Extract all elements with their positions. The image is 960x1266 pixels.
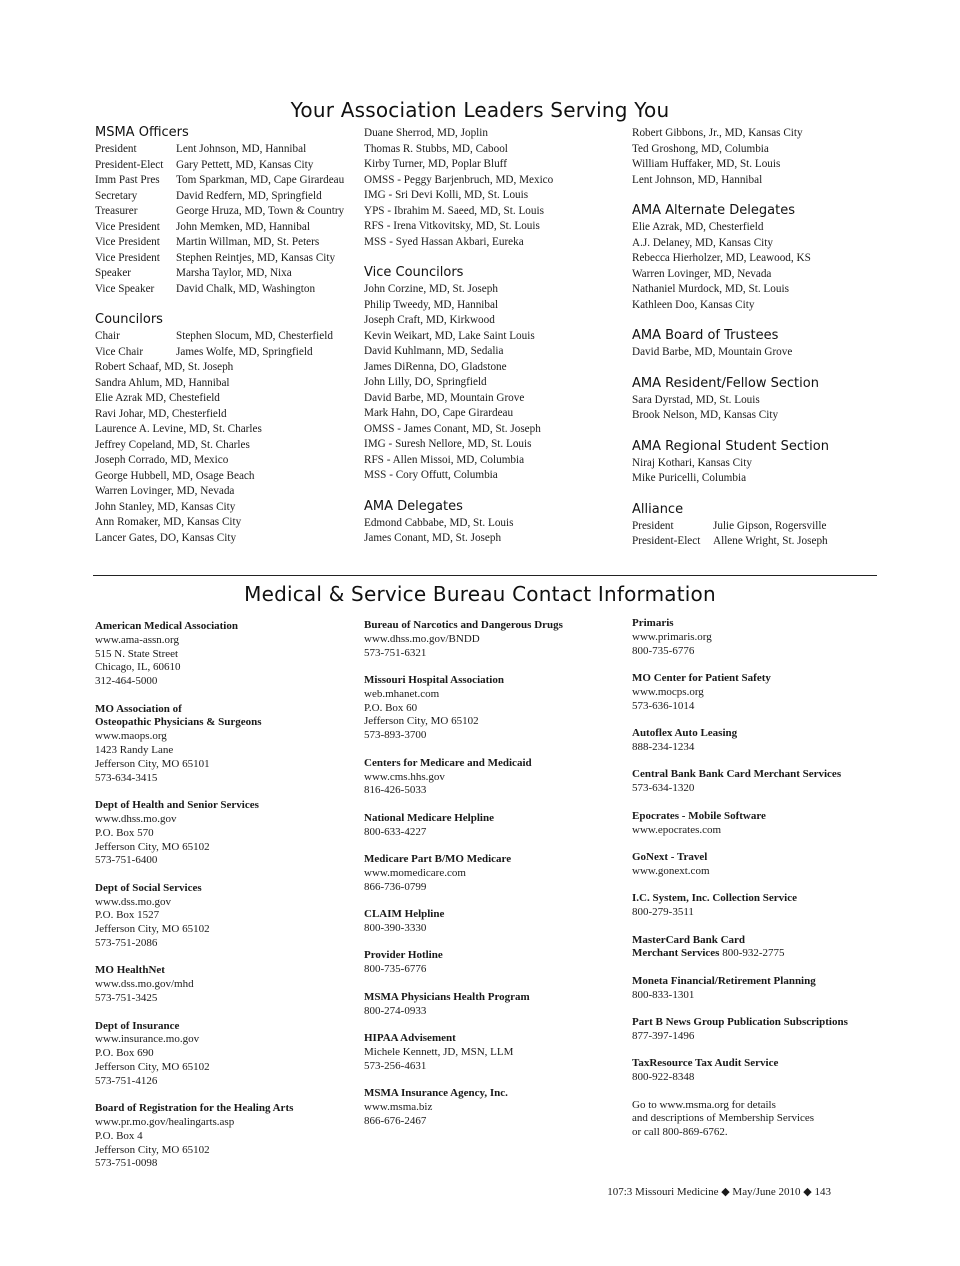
contact-entry [364,757,626,798]
councilor-name: Elie Azrak MD, Chestefield [95,392,220,404]
leaders-column-1 [95,125,355,546]
note-line: and descriptions of Membership Services [632,1112,815,1125]
councilor-name: IMG - Sri Devi Kolli, MD, St. Louis [364,189,529,201]
contact-line: 573-636-1014 [632,699,695,712]
councilor-name: Lancer Gates, DO, Kansas City [95,531,237,544]
contact-name: MO Center for Patient Safety [632,672,771,685]
contact-entry [632,934,882,962]
officer-row [95,189,355,205]
contact-line: 573-751-6400 [95,854,158,867]
officer-row [95,158,355,174]
contact-line: P.O. Box 60 [364,701,418,714]
councilor-name: John Stanley, MD, Kansas City [95,500,236,513]
person: James Wolfe, MD, Springfield [176,345,313,358]
contact-line: www.dhss.mo.gov/BNDD [364,632,480,645]
contact-name: Part B News Group Publication Subscriptions [632,1016,848,1029]
student-name: Mike Puricelli, Columbia [632,472,747,484]
contact-line: 573-893-3700 [364,729,427,742]
contact-entry [364,619,626,660]
person: George Hruza, MD, Town & Country [176,205,345,217]
councilor-name: Jeffrey Copeland, MD, St. Charles [95,438,250,451]
contact-entry [95,964,355,1005]
contact-line: www.dss.mo.gov [95,895,171,908]
person: John Memken, MD, Hannibal [176,220,310,233]
student-name: Niraj Kothari, Kansas City [632,456,752,469]
councilor-name: RFS - Irena Vitkovitsky, MD, St. Louis [364,220,540,232]
contact-entry [364,949,626,977]
contact-line: www.pr.mo.gov/healingarts.asp [95,1116,235,1129]
leaders-column-2 [364,126,624,547]
contact-name: Centers for Medicare and Medicaid [364,756,532,769]
officers-list [95,142,355,297]
person: David Redfern, MD, Springfield [176,189,322,202]
contact-name: MasterCard Bank Card [632,933,746,946]
contact-name: National Medicare Helpline [364,811,494,824]
contact-name: Medicare Part B/MO Medicare [364,853,512,866]
role: Secretary [95,189,138,202]
section-divider [93,575,877,576]
contact-line: www.dhss.mo.gov [95,812,177,825]
delegate-name: Edmond Cabbabe, MD, St. Louis [364,516,514,529]
person: Allene Wright, St. Joseph [713,535,828,547]
contact-name: TaxResource Tax Audit Service [632,1057,779,1070]
contact-entry [632,975,882,1003]
bureau-title: Medical & Service Bureau Contact Information [244,582,716,606]
ama-alternates-heading: AMA Alternate Delegates [632,203,795,218]
role: Vice Chair [95,345,144,358]
page-footer: 107:3 Missouri Medicine ◆ May/June 2010 ◆ 143 [607,1186,831,1198]
vice-councilor-name: Mark Hahn, DO, Cape Girardeau [364,407,514,419]
contact-name: MSMA Physicians Health Program [364,990,530,1003]
councilor-name: OMSS - Peggy Barjenbruch, MD, Mexico [364,173,554,186]
contact-entry [632,851,882,879]
councilors-heading: Councilors [95,312,163,327]
vice-councilor-name: Joseph Craft, MD, Kirkwood [364,314,495,326]
councilor-row [95,329,355,345]
contact-line: 573-751-2086 [95,937,158,949]
contact-line: 800-633-4227 [364,825,427,838]
contact-line: 816-426-5033 [364,784,427,797]
contact-entry [632,1057,882,1085]
contact-entry [364,991,626,1019]
role: President [632,519,674,532]
contact-entry [632,892,882,920]
officer-row [95,204,355,220]
vice-councilor-name: John Corzine, MD, St. Joseph [364,283,498,295]
alternate-name: Nathaniel Murdock, MD, St. Louis [632,283,789,295]
officer-row [95,251,355,267]
contact-entry [95,799,355,868]
contact-line: www.maops.org [95,730,167,743]
trustee-name: David Barbe, MD, Mountain Grove [632,346,793,358]
contact-name: Provider Hotline [364,949,443,962]
membership-note [632,1099,882,1140]
contact-line: P.O. Box 4 [95,1129,143,1142]
contact-line: P.O. Box 1527 [95,909,160,922]
contact-name: Osteopathic Physicians & Surgeons [95,716,262,729]
contact-name: Bureau of Narcotics and Dangerous Drugs [364,619,563,631]
councilor-name: Laurence A. Levine, MD, St. Charles [95,423,262,435]
bureau-column-1 [95,620,355,1185]
delegates-continued [632,126,872,188]
contact-entry [364,853,626,894]
contact-line: Jefferson City, MO 65101 [95,757,210,770]
contact-line: 866-736-0799 [364,880,427,893]
person: Marsha Taylor, MD, Nixa [176,267,292,279]
person: Julie Gipson, Rogersville [713,519,827,532]
councilor-name: Warren Lovinger, MD, Nevada [95,485,235,497]
vice-councilor-name: Philip Tweedy, MD, Hannibal [364,298,499,311]
contact-line: 866-676-2467 [364,1114,427,1127]
contact-line: www.dss.mo.gov/mhd [95,978,194,991]
role: Vice President [95,251,160,264]
contact-line: P.O. Box 570 [95,826,154,839]
role: Chair [95,330,120,342]
contact-line: www.gonext.com [632,864,710,877]
councilor-name: Sandra Ahlum, MD, Hannibal [95,376,230,389]
contact-name: I.C. System, Inc. Collection Service [632,892,797,905]
delegate-name: James Conant, MD, St. Joseph [364,532,502,544]
vice-councilors-list [364,282,624,484]
contact-line: P.O. Box 690 [95,1047,154,1060]
role: President [95,143,137,155]
ama-delegates-heading: AMA Delegates [364,498,463,514]
contact-line: 573-256-4631 [364,1059,427,1072]
contact-entry [632,768,882,796]
contact-name: Dept of Social Services [95,881,202,894]
councilor-name: Ann Romaker, MD, Kansas City [95,516,242,528]
contact-entry [95,1020,355,1089]
contact-name: MO HealthNet [95,964,165,977]
contact-name: MSMA Insurance Agency, Inc. [364,1087,508,1100]
contact-line: www.insurance.mo.gov [95,1033,200,1046]
contact-entry [632,727,882,755]
delegate-name: Robert Gibbons, Jr., MD, Kansas City [632,127,803,139]
contact-line: Jefferson City, MO 65102 [95,1060,210,1073]
contact-line: Michele Kennett, JD, MSN, LLM [364,1045,514,1058]
delegate-name: William Huffaker, MD, St. Louis [632,158,781,170]
vice-councilors-heading: Vice Councilors [364,265,464,280]
alternate-name: Warren Lovinger, MD, Nevada [632,267,772,280]
role: Vice Speaker [95,282,155,295]
note-line: Go to www.msma.org for details [632,1098,776,1111]
contact-line: 1423 Randy Lane [95,744,174,757]
contact-line: Jefferson City, MO 65102 [95,1143,210,1156]
contact-entry [95,1102,355,1171]
contact-name: HIPAA Advisement [364,1032,456,1045]
contact-line: 800-274-0933 [364,1004,427,1017]
alternate-name: Kathleen Doo, Kansas City [632,298,755,311]
contact-line: Jefferson City, MO 65102 [364,715,479,728]
contact-line: Jefferson City, MO 65102 [95,923,210,936]
contact-line: 573-634-3415 [95,771,158,784]
contact-line: Chicago, IL, 60610 [95,661,181,674]
contact-line: 573-751-4126 [95,1074,158,1087]
councilor-name: George Hubbell, MD, Osage Beach [95,469,255,482]
contact-name: Merchant Services [632,947,720,960]
officer-row [95,282,355,298]
contact-line: 877-397-1496 [632,1029,695,1042]
alliance-row [632,519,872,535]
leaders-column-3 [632,126,872,550]
ama-student-heading: AMA Regional Student Section [632,438,829,454]
contact-entry [364,1087,626,1128]
contact-name: American Medical Association [95,620,238,632]
contact-name: Dept of Insurance [95,1019,180,1032]
contact-line: web.mhanet.com [364,687,440,700]
officer-row [95,142,355,158]
ama-alternates-list [632,220,872,313]
councilor-name: Robert Schaaf, MD, St. Joseph [95,361,234,373]
contact-line: Jefferson City, MO 65102 [95,840,210,853]
vice-councilor-name: David Barbe, MD, Mountain Grove [364,391,525,404]
officer-row [95,173,355,189]
contact-entry [364,1032,626,1073]
contact-line: 800-390-3330 [364,921,427,934]
councilor-row [95,345,355,361]
bureau-column-2 [364,619,626,1142]
contact-line: www.msma.biz [364,1100,433,1113]
councilor-name: Ravi Johar, MD, Chesterfield [95,407,227,420]
officer-row [95,235,355,251]
ama-resident-heading: AMA Resident/Fellow Section [632,375,819,391]
contact-line: 573-751-3425 [95,992,158,1005]
councilors-list [95,329,355,546]
councilor-name: Kirby Turner, MD, Poplar Bluff [364,158,507,170]
role: President-Elect [632,535,701,547]
vice-councilor-name: Kevin Weikart, MD, Lake Saint Louis [364,329,535,342]
vice-councilor-name: MSS - Cory Offutt, Columbia [364,469,498,481]
role: Vice President [95,236,160,248]
delegate-name: Ted Groshong, MD, Columbia [632,142,769,155]
contact-name: MO Association of [95,702,182,715]
contact-line: www.cms.hhs.gov [364,770,445,783]
contact-name: Autoflex Auto Leasing [632,727,738,740]
contact-name: GoNext - Travel [632,851,708,863]
contact-entry [95,620,355,689]
resident-name: Brook Nelson, MD, Kansas City [632,409,779,421]
contact-line: 800-735-6776 [364,963,427,976]
contact-line: www.momedicare.com [364,866,466,879]
contact-entry [632,617,882,658]
contact-entry [364,908,626,936]
officer-row [95,220,355,236]
person: Tom Sparkman, MD, Cape Girardeau [176,174,345,186]
councilor-name: Thomas R. Stubbs, MD, Cabool [364,142,508,155]
contact-line: www.epocrates.com [632,823,722,836]
contact-entry [364,812,626,840]
vice-councilor-name: James DiRenna, DO, Gladstone [364,360,507,373]
person: Gary Pettett, MD, Kansas City [176,158,314,171]
contact-name: Primaris [632,617,674,629]
contact-line: 800-932-2775 [719,947,785,960]
contact-line: 800-922-8348 [632,1071,695,1084]
resident-name: Sara Dyrstad, MD, St. Louis [632,393,760,406]
contact-line: www.ama-assn.org [95,633,180,646]
contact-line: 312-464-5000 [95,675,158,688]
alternate-name: Elie Azrak, MD, Chesterfield [632,221,764,233]
ama-trustees-heading: AMA Board of Trustees [632,328,779,343]
contact-line: 515 N. State Street [95,647,179,660]
person: Lent Johnson, MD, Hannibal [176,143,307,155]
alternate-name: A.J. Delaney, MD, Kansas City [632,236,773,249]
alliance-row [632,534,872,550]
role: Vice President [95,220,160,233]
contact-entry [632,1016,882,1044]
role: Speaker [95,267,132,279]
contact-name: Moneta Financial/Retirement Planning [632,974,816,987]
alternate-name: Rebecca Hierholzer, MD, Leawood, KS [632,252,811,264]
contact-line: 888-234-1234 [632,740,695,753]
contact-name: Dept of Health and Senior Services [95,799,259,812]
councilor-name: Joseph Corrado, MD, Mexico [95,454,229,466]
contact-line: 800-735-6776 [632,644,695,657]
person: David Chalk, MD, Washington [176,282,316,295]
officer-row [95,266,355,282]
vice-councilor-name: RFS - Allen Missoi, MD, Columbia [364,453,525,466]
councilor-name: MSS - Syed Hassan Akbari, Eureka [364,235,524,248]
leaders-title: Your Association Leaders Serving You [290,98,670,122]
vice-councilor-name: David Kuhlmann, MD, Sedalia [364,345,504,357]
contact-entry [364,674,626,743]
vice-councilor-name: John Lilly, DO, Springfield [364,376,487,388]
vice-councilor-name: OMSS - James Conant, MD, St. Joseph [364,422,541,435]
councilor-name: YPS - Ibrahim M. Saeed, MD, St. Louis [364,204,544,217]
role: President-Elect [95,158,164,171]
contact-line: www.mocps.org [632,685,704,698]
note-line: or call 800-869-6762. [632,1126,728,1139]
role: Treasurer [95,205,138,217]
contact-line: 800-833-1301 [632,988,695,1001]
person: Stephen Reintjes, MD, Kansas City [176,251,336,264]
contact-line: 573-634-1320 [632,782,695,795]
contact-line: www.primaris.org [632,630,712,643]
contact-entry [95,703,355,786]
officers-heading: MSMA Officers [95,125,189,140]
role: Imm Past Pres [95,174,160,186]
contact-name: Central Bank Bank Card Merchant Services [632,768,842,781]
contact-name: Epocrates - Mobile Software [632,809,766,822]
contact-entry [632,672,882,713]
contact-entry [632,810,882,838]
person: Martin Willman, MD, St. Peters [176,236,320,248]
contact-name: CLAIM Helpline [364,908,445,921]
person: Stephen Slocum, MD, Chesterfield [176,330,333,342]
contact-line: 800-279-3511 [632,906,694,919]
vice-councilor-name: IMG - Suresh Nellore, MD, St. Louis [364,438,532,450]
ama-delegates-list [364,516,624,547]
councilor-name: Duane Sherrod, MD, Joplin [364,127,488,139]
alliance-heading: Alliance [632,501,684,517]
delegate-name: Lent Johnson, MD, Hannibal [632,173,763,186]
councilors-continued [364,126,624,250]
contact-name: Board of Registration for the Healing Arts [95,1102,294,1115]
contact-line: 573-751-6321 [364,646,427,659]
contact-name: Missouri Hospital Association [364,674,504,687]
contact-entry [95,882,355,951]
contact-line: 573-751-0098 [95,1157,158,1170]
bureau-column-3 [632,617,882,1140]
